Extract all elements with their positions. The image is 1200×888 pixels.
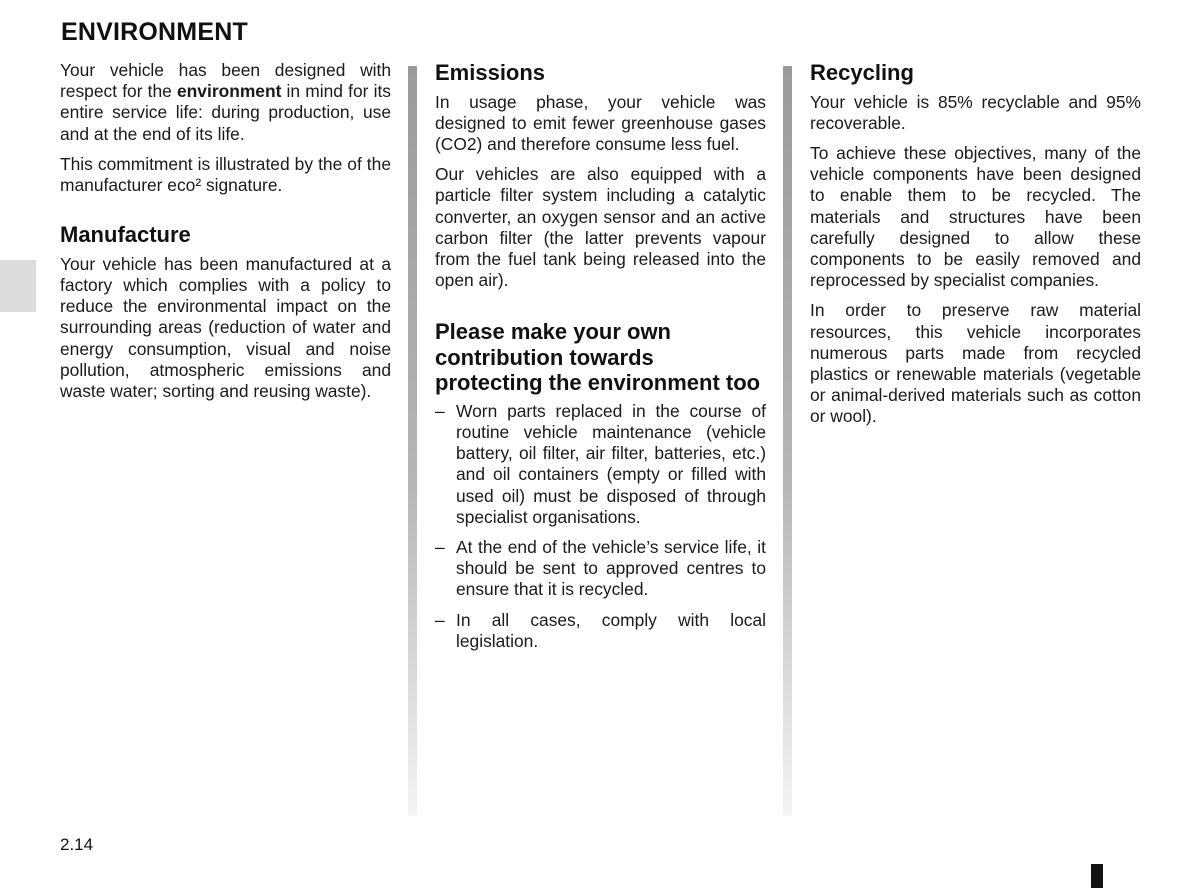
page-corner-mark	[1091, 864, 1103, 888]
column-divider-bar	[783, 66, 792, 816]
list-item	[435, 537, 766, 601]
list-item-text: Worn parts replaced in the course of routine vehicle maintenance (vehicle battery, oil filter, air filter, batteries, etc.) and oil containers (empty or filled with used oil) must be disposed of through specialist organisations.	[456, 400, 766, 527]
manufacture-body: Your vehicle has been manufactured at a factory which complies with a policy to reduce the environmental impact on the surrounding areas (reduction of water and energy consumption, visual and noise pollution, atmospheric emissions and waste water; sorting and reusing waste).	[60, 253, 391, 401]
page-number: 2.14	[60, 835, 94, 854]
intro-bold-term: environment	[177, 81, 282, 102]
contribution-heading: Please make your own contribution towards protecting the environment too	[435, 319, 761, 396]
emissions-paragraph-1: In usage phase, your vehicle was designed to emit fewer greenhouse gases (CO2) and therefore consume less fuel.	[435, 91, 766, 154]
column-left	[60, 60, 391, 411]
section-tab-marker	[0, 260, 36, 312]
column-middle	[435, 60, 766, 661]
emissions-paragraph-2: Our vehicles are also equipped with a particle filter system including a catalytic converter, an oxygen sensor and an active carbon filter (the latter prevents vapour from the fuel tank being released into the open air).	[435, 164, 766, 291]
contribution-list	[435, 401, 766, 652]
column-right	[810, 60, 1141, 437]
emissions-heading: Emissions	[435, 60, 546, 85]
list-item	[435, 610, 766, 652]
list-item	[435, 401, 766, 528]
recycling-paragraph-3: In order to preserve raw material resources, this vehicle incorporates numerous parts made from recycled plastics or renewable materials (vegetable or animal-derived materials such as cotton or wool).	[810, 300, 1141, 427]
intro-paragraph	[60, 60, 391, 145]
dash-bullet: –	[435, 400, 445, 421]
list-item-text: At the end of the vehicle’s service life, it should be sent to approved centres to ensure that it is recycled.	[456, 537, 766, 600]
recycling-paragraph-2: To achieve these objectives, many of the vehicle components have been designed to enable them to be recycled. The materials and structures have been carefully designed to allow these components to be easily removed and reprocessed by specialist companies.	[810, 142, 1141, 291]
intro-commitment: This commitment is illustrated by the of the manufacturer eco² signature.	[60, 153, 391, 196]
dash-bullet: –	[435, 537, 445, 558]
column-divider-bar	[408, 66, 417, 816]
intro-text-start: Your vehicle has been designed with respect for the	[60, 60, 391, 102]
page-title: ENVIRONMENT	[61, 18, 248, 46]
recycling-heading: Recycling	[810, 60, 914, 85]
intro-text-end: in mind for its entire service life: during production, use and at the end of its life.	[60, 81, 391, 144]
dash-bullet: –	[435, 609, 445, 630]
list-item-text: In all cases, comply with local legislation.	[456, 609, 766, 651]
manufacture-heading: Manufacture	[60, 222, 191, 248]
recycling-paragraph-1: Your vehicle is 85% recyclable and 95% recoverable.	[810, 91, 1141, 133]
